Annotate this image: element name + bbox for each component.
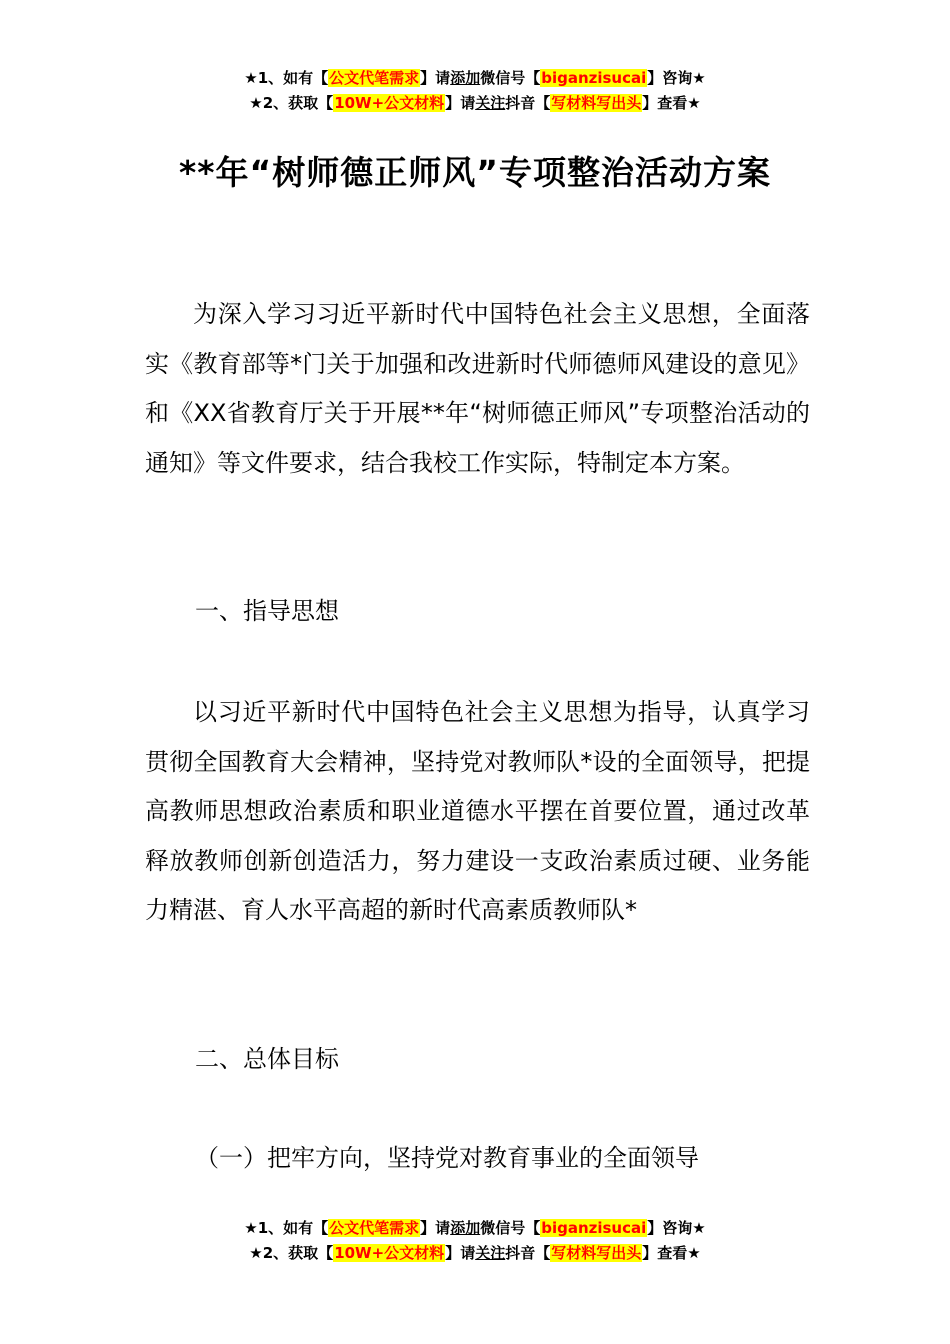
banner-text: 】查看★ — [642, 1244, 701, 1262]
banner-text: 微信号【 — [480, 1219, 541, 1237]
banner-underlined-text: 添加 — [450, 1219, 481, 1237]
banner-highlight: 公文代笔需求 — [329, 69, 420, 87]
banner-highlight: 10W+公文材料 — [334, 1244, 445, 1262]
subsection-heading-direction: （一）把牢方向，坚持党对教育事业的全面领导 — [195, 1144, 699, 1172]
banner-text: 】请 — [420, 69, 451, 87]
banner-text: 】请 — [445, 1244, 476, 1262]
banner-highlight: 10W+公文材料 — [334, 94, 445, 112]
banner-line-1 — [0, 1216, 950, 1241]
document-title: **年“树师德正师风”专项整治活动方案 — [179, 153, 771, 192]
banner-underlined-text: 添加 — [450, 69, 481, 87]
banner-highlight: biganzisucai — [541, 69, 647, 87]
section-heading-guiding-ideology: 一、指导思想 — [195, 597, 339, 625]
banner-text: 】请 — [420, 1219, 451, 1237]
banner-underlined-text: 关注 — [475, 94, 506, 112]
banner-text: 】咨询★ — [647, 1219, 706, 1237]
guiding-ideology-paragraph: 以习近平新时代中国特色社会主义思想为指导，认真学习贯彻全国教育大会精神，坚持党对教师队*设的全面领导，把提高教师思想政治素质和职业道德水平摆在首要位置，通过改革释放教师创新创造活力，努力建设一支政治素质过硬、业务能力精湛、育人水平高超的新时代高素质教师队* — [145, 698, 810, 924]
banner-text: 抖音【 — [505, 94, 551, 112]
banner-text: 】请 — [445, 94, 476, 112]
banner-highlight: 写材料写出头 — [551, 94, 642, 112]
banner-highlight: 写材料写出头 — [551, 1244, 642, 1262]
banner-text: ★1、如有【 — [244, 1219, 329, 1237]
banner-text: 抖音【 — [505, 1244, 551, 1262]
banner-text: ★1、如有【 — [244, 69, 329, 87]
footer-banner — [0, 1216, 950, 1266]
banner-text: 】咨询★ — [647, 69, 706, 87]
banner-highlight: biganzisucai — [541, 1219, 647, 1237]
banner-text: ★2、获取【 — [249, 94, 334, 112]
section-heading-overall-goals: 二、总体目标 — [195, 1045, 339, 1073]
banner-line-2 — [0, 1241, 950, 1266]
banner-text: ★2、获取【 — [249, 1244, 334, 1262]
banner-highlight: 公文代笔需求 — [329, 1219, 420, 1237]
banner-text: 】查看★ — [642, 94, 701, 112]
banner-text: 微信号【 — [480, 69, 541, 87]
header-banner — [0, 66, 950, 116]
banner-line-2 — [0, 91, 950, 116]
banner-underlined-text: 关注 — [475, 1244, 506, 1262]
intro-paragraph: 为深入学习习近平新时代中国特色社会主义思想，全面落实《教育部等*门关于加强和改进新时代师德师风建设的意见》和《XX省教育厅关于开展**年“树师德正师风”专项整治活动的通知》等文件要求，结合我校工作实际，特制定本方案。 — [145, 300, 810, 477]
banner-line-1 — [0, 66, 950, 91]
